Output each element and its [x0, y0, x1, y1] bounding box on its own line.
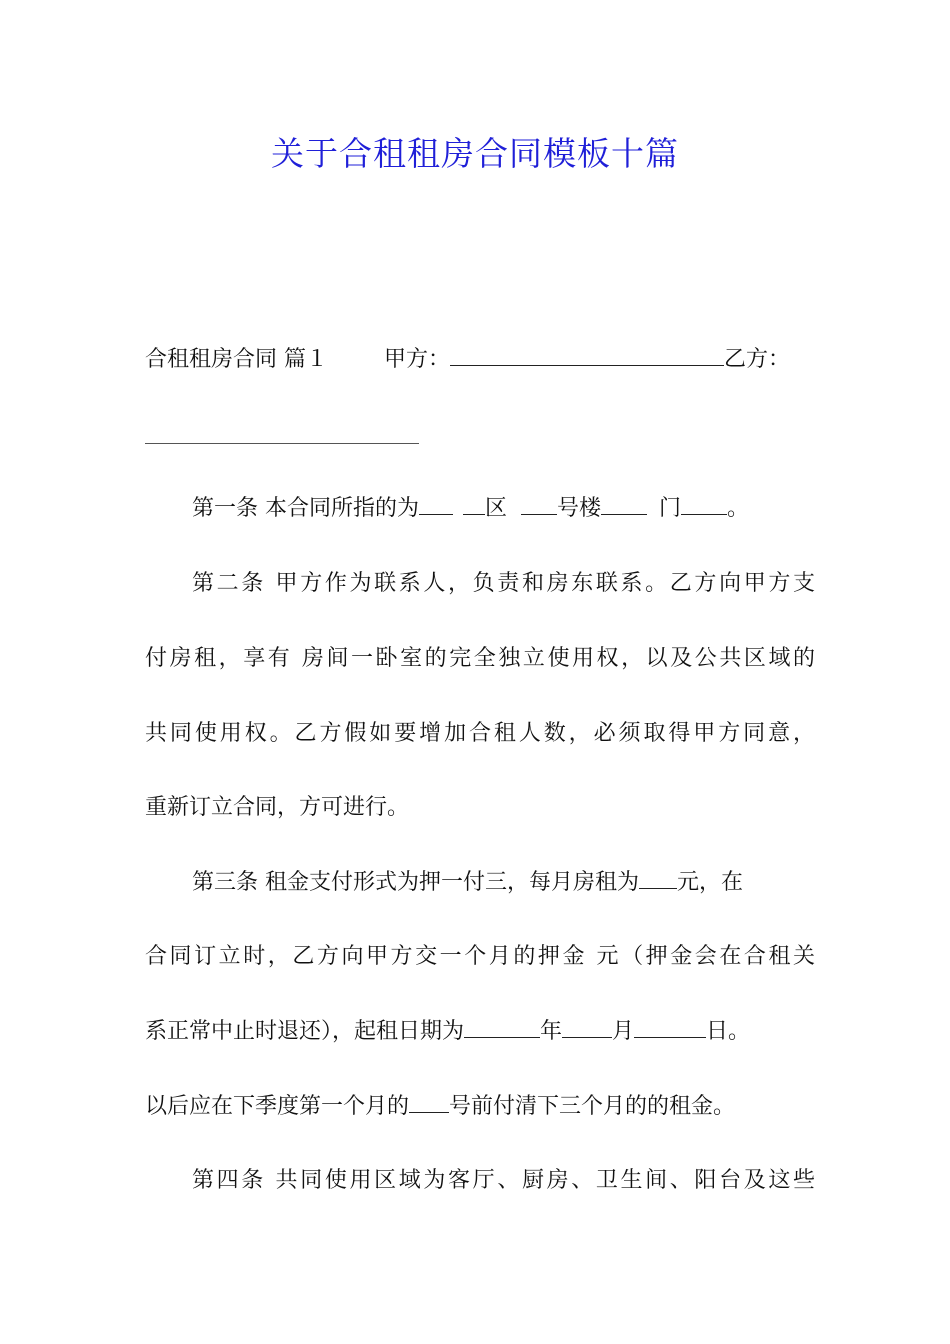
- article-1-end: 。: [727, 496, 750, 521]
- article-1-district: 区: [485, 496, 508, 521]
- article-3-line-3: [145, 1014, 815, 1050]
- article-3-text-e: 号前付清下三个月的的租金。: [449, 1094, 736, 1119]
- article-3-text-d: 以后应在下季度第一个月的: [145, 1094, 410, 1119]
- blank-field[interactable]: [681, 492, 727, 515]
- article-3-text-c: 系正常中止时退还），起租日期为: [145, 1019, 465, 1044]
- blank-field[interactable]: [463, 492, 485, 515]
- document-title: 关于合租租房合同模板十篇: [271, 134, 679, 173]
- day-label: 日。: [706, 1019, 751, 1044]
- article-2-line-1: 第二条 甲方作为联系人，负责和房东联系。乙方向甲方支: [192, 571, 815, 596]
- blank-field[interactable]: [521, 492, 557, 515]
- party-a-blank[interactable]: [450, 343, 724, 366]
- party-a-label: 甲方：: [384, 347, 451, 372]
- contract-header-line: [145, 342, 815, 378]
- blank-field[interactable]: [601, 492, 647, 515]
- article-3-line-4: [145, 1089, 815, 1125]
- article-1-door: 门: [659, 496, 682, 521]
- article-3-text-b: 元，在: [677, 870, 744, 895]
- blank-field[interactable]: [419, 492, 453, 515]
- article-1-text: 第一条 本合同所指的为: [192, 496, 419, 521]
- article-4-line-1: 第四条 共同使用区域为客厅、厨房、卫生间、阳台及这些: [192, 1168, 815, 1193]
- article-2-line-2: 付房租，享有 房间一卧室的完全独立使用权，以及公共区域的: [145, 646, 815, 671]
- day-blank[interactable]: [634, 1015, 706, 1038]
- article-1-line: [192, 491, 815, 527]
- year-label: 年: [540, 1019, 563, 1044]
- party-b-blank[interactable]: [145, 443, 419, 444]
- article-1-building: 号楼: [557, 496, 602, 521]
- month-label: 月: [612, 1019, 635, 1044]
- article-2-line-4: 重新订立合同，方可进行。: [145, 795, 410, 820]
- article-3-text: 第三条 租金支付形式为押一付三，每月房租为: [192, 870, 639, 895]
- rent-blank[interactable]: [639, 866, 677, 889]
- year-blank[interactable]: [464, 1015, 540, 1038]
- contract-label: 合租租房合同 篇１: [145, 347, 328, 372]
- article-3-line-1: [192, 865, 815, 901]
- article-2-line-3: 共同使用权。乙方假如要增加合租人数，必须取得甲方同意，: [145, 721, 815, 746]
- article-3-line-2: 合同订立时，乙方向甲方交一个月的押金 元（押金会在合租关: [145, 944, 815, 969]
- due-day-blank[interactable]: [409, 1090, 449, 1113]
- month-blank[interactable]: [562, 1015, 612, 1038]
- party-b-label: 乙方：: [724, 347, 791, 372]
